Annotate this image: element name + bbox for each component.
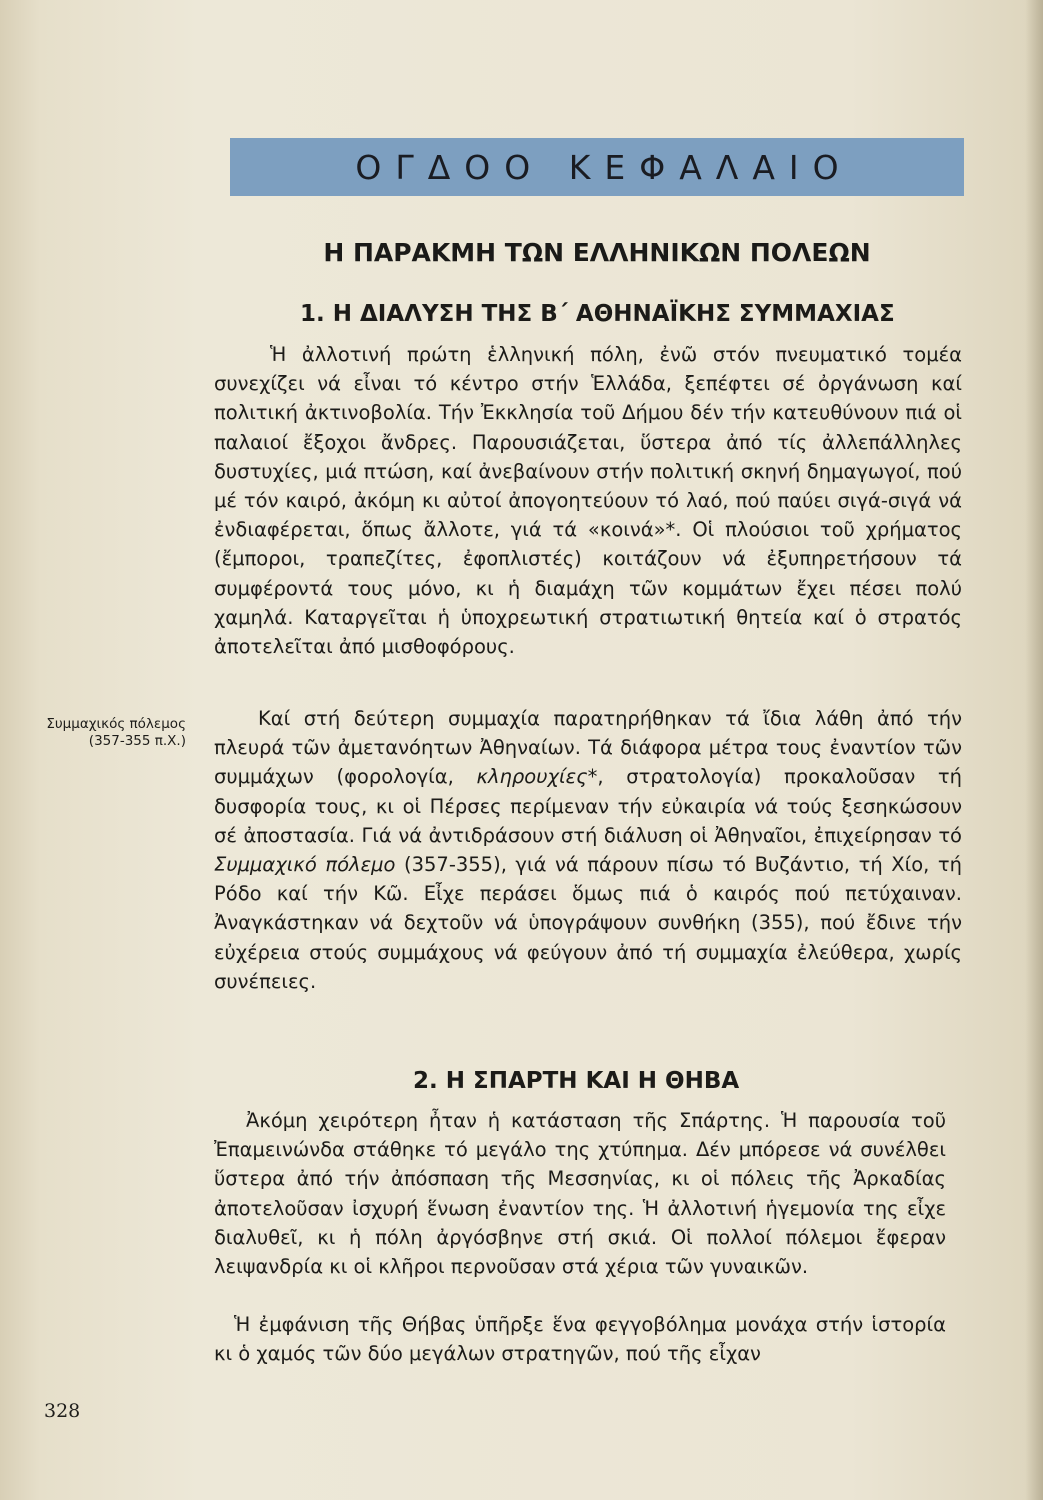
page-number: 328 [44, 1400, 81, 1422]
binding-shadow [1025, 0, 1043, 1500]
section-2-paragraph-1: Ἀκόμη χειρότερη ἦταν ἡ κατάσταση τῆς Σπάρτης. Ἡ παρουσία τοῦ Ἐπαμεινώνδα στάθηκε τό μεγάλο της χτύπημα. Δέν μπόρεσε νά συνέλθει ὕστερα ἀπό τήν ἀπόσπαση τῆς Μεσσηνίας, κι οἱ πόλεις τῆς Ἀρκαδίας ἀποτελοῦσαν ἰσχυρή ἕνωση ἐναντίον της. Ἡ ἀλλοτινή ἡγεμονία της εἶχε διαλυθεῖ, κι ἡ πόλη ἀργόσβηνε στή σκιά. Οἱ πολλοί πόλεμοι ἔφεραν λειψανδρία κι οἱ κλῆροι περνοῦσαν στά χέρια τῶν γυναικῶν. [214, 1109, 946, 1279]
term-klirouchies: κληρουχίες [476, 765, 588, 789]
term-symmachikos-polemos: Συμμαχικό πόλεμο [214, 853, 396, 877]
paragraph-text: (357-355), γιά νά πάρουν πίσω τό Βυζάντιο, τή Χίο, τή Ρόδο καί τήν Κῶ. Εἶχε περάσει ὅμως πιά ὁ καιρός πού πετύχαιναν. Ἀναγκάστηκαν νά δεχτοῦν νά ὑπογράψουν συνθήκη (355), πού ἔδινε τήν εὐχέρεια στούς συμμάχους νά φεύγουν ἀπό τή συμμαχία ἐλεύθερα, χωρίς συνέπειες. [214, 853, 963, 993]
section-2-title: 2. Η ΣΠΑΡΤΗ ΚΑΙ Η ΘΗΒΑ [413, 1068, 740, 1094]
paragraph-text: Καί στή δεύτερη συμμαχία παρατηρήθηκαν τά ἴδια λάθη ἀπό τήν πλευρά τῶν ἀμετανόητων Ἀθηναίων. Τά διάφορα μέτρα τους ἐναντίον τῶν συμμάχων (φορολογία, [214, 707, 962, 789]
chapter-banner-label: ΟΓΔΟΟ ΚΕΦΑΛΑΙΟ [355, 147, 853, 187]
section-1-paragraph-2 [214, 704, 962, 996]
paragraph-text: *, στρατολογία) προκαλοῦσαν τή δυσφορία τους, κι οἱ Πέρσες περίμεναν τήν εὐκαιρία νά τούς ξεσηκώσουν σέ ἀποστασία. Γιά νά ἀντιδράσουν στή διάλυση οἱ Ἀθηναῖοι, ἐπιχείρησαν τό [214, 765, 962, 847]
chapter-banner [230, 138, 964, 196]
margin-note: Συμμαχικός πόλεμος (357-355 π.Χ.) [46, 716, 186, 749]
section-2-paragraph-2: Ἡ ἐμφάνιση τῆς Θήβας ὑπῆρξε ἕνα φεγγοβόλημα μονάχα στήν ἱστορία κι ὁ χαμός τῶν δύο μεγάλων στρατηγῶν, πού τῆς εἶχαν [214, 1313, 946, 1366]
section-1-title: 1. Η ΔΙΑΛΥΣΗ ΤΗΣ Β΄ ΑΘΗΝΑΪΚΗΣ ΣΥΜΜΑΧΙΑΣ [300, 301, 895, 327]
section-1-paragraph-1: Ἡ ἀλλοτινή πρώτη ἑλληνική πόλη, ἐνῶ στόν πνευματικό τομέα συνεχίζει νά εἶναι τό κέντρο στήν Ἑλλάδα, ξεπέφτει σέ ὀργάνωση καί πολιτική ἀκτινοβολία. Τήν Ἐκκλησία τοῦ Δήμου δέν τήν κατευθύνουν πιά οἱ παλαιοί ἔξοχοι ἄνδρες. Παρουσιάζεται, ὕστερα ἀπό τίς ἀλλεπάλληλες δυστυχίες, μιά πτώση, καί ἀνεβαίνουν στήν πολιτική σκηνή δημαγωγοί, πού μέ τόν καιρό, ἀκόμη κι αὐτοί ἀπογοητεύουν τό λαό, πού παύει σιγά-σιγά νά ἐνδιαφέρεται, ὅπως ἄλλοτε, γιά τά «κοινά»*. Οἱ πλούσιοι τοῦ χρήματος (ἔμποροι, τραπεζίτες, ἐφοπλιστές) κοιτάζουν νά ἐξυπηρετήσουν τά συμφέροντά τους μόνο, κι ἡ διαμάχη τῶν κομμάτων ἔχει πέσει πολύ χαμηλά. Καταργεῖται ἡ ὑποχρεωτική στρατιωτική θητεία καί ὁ στρατός ἀποτελεῖται ἀπό μισθοφόρους. [214, 343, 962, 659]
chapter-title: Η ΠΑΡΑΚΜΗ ΤΩΝ ΕΛΛΗΝΙΚΩΝ ΠΟΛΕΩΝ [323, 238, 871, 267]
